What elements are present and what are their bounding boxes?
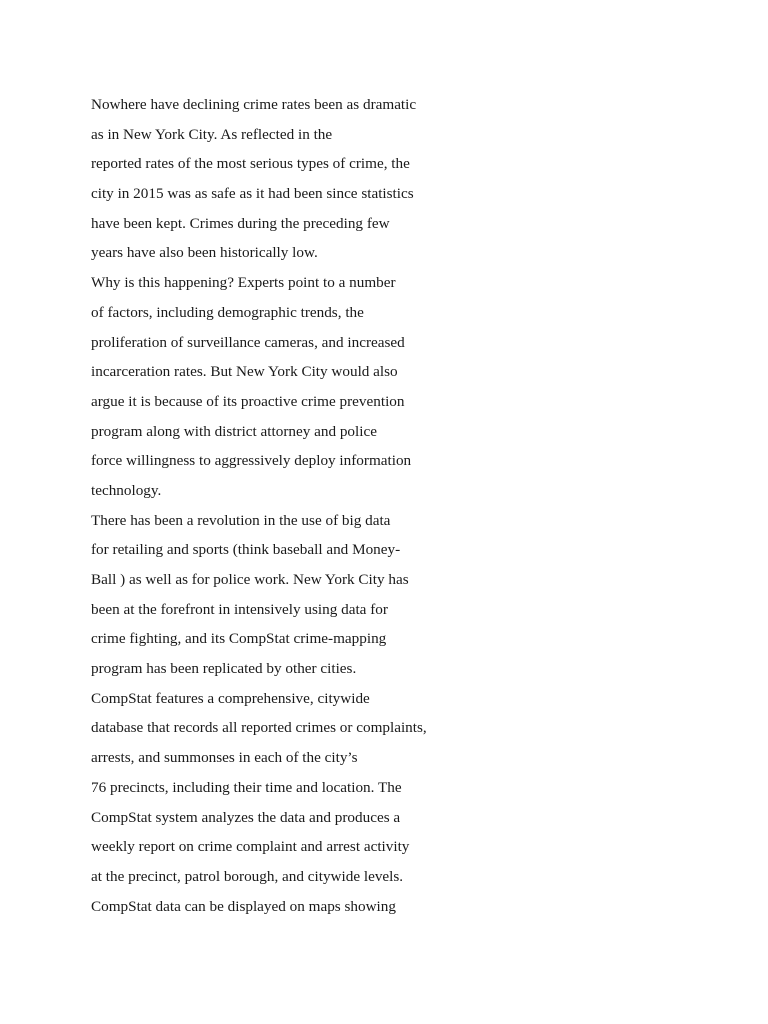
text-line: database that records all reported crimes or complaints, [91,719,427,737]
text-line: program has been replicated by other cities. [91,660,357,678]
text-line: for retailing and sports (think baseball and Money- [91,541,401,559]
text-line: weekly report on crime complaint and arrest activity [91,838,410,856]
text-line: proliferation of surveillance cameras, and increased [91,333,405,351]
body-text [91,90,431,921]
text-line: at the precinct, patrol borough, and citywide levels. [91,867,404,885]
text-line: been at the forefront in intensively using data for [91,600,388,618]
text-line: force willingness to aggressively deploy information [91,452,412,470]
text-line: as in New York City. As reflected in the [91,125,333,143]
text-line: arrests, and summonses in each of the city’s [91,749,358,767]
text-line: incarceration rates. But New York City would also [91,363,398,381]
text-line: Why is this happening? Experts point to a number [91,274,396,292]
text-line: CompStat features a comprehensive, citywide [91,689,370,707]
text-line: argue it is because of its proactive crime prevention [91,392,405,410]
text-line: years have also been historically low. [91,244,318,262]
text-line: Ball ) as well as for police work. New York City has [91,571,409,588]
text-line: have been kept. Crimes during the preceding few [91,214,390,232]
text-line: CompStat system analyzes the data and produces a [91,808,401,826]
text-line: reported rates of the most serious types of crime, the [91,155,410,173]
text-line: crime fighting, and its CompStat crime-mapping [91,630,387,648]
text-line: 76 precincts, including their time and location. The [91,778,402,796]
text-line: technology. [91,481,162,499]
text-line: city in 2015 was as safe as it had been since statistics [91,185,414,203]
text-line: Nowhere have declining crime rates been as dramatic [91,96,417,113]
text-line: program along with district attorney and police [91,422,377,440]
text-line: There has been a revolution in the use of big data [91,511,391,529]
text-line: CompStat data can be displayed on maps showing [91,897,396,915]
text-line: of factors, including demographic trends, the [91,303,364,321]
